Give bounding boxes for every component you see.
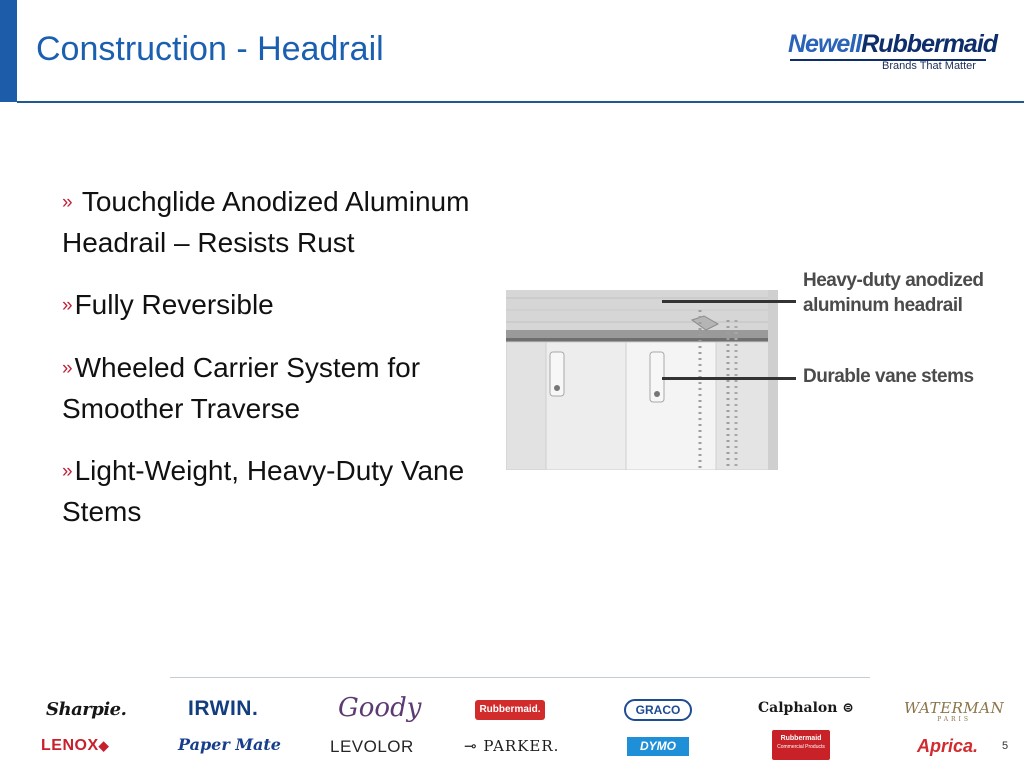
slide-title: Construction - Headrail bbox=[36, 30, 384, 68]
brand-logo-goody: Goody bbox=[338, 693, 422, 723]
logo-tagline: Brands That Matter bbox=[882, 60, 976, 72]
bullet-marker: » bbox=[62, 461, 73, 482]
bullet-list bbox=[62, 182, 482, 554]
footer-divider bbox=[170, 677, 870, 678]
callout-label-headrail: Heavy-duty anodized aluminum headrail bbox=[803, 270, 984, 316]
brand-logo-papermate: Paper Mate bbox=[178, 735, 281, 754]
brand-logo-aprica: Aprica. bbox=[917, 736, 979, 756]
header-divider bbox=[17, 101, 1024, 103]
brand-logo-dymo: DYMO bbox=[627, 737, 689, 756]
brand-logo-irwin: IRWIN. bbox=[188, 697, 259, 720]
calphalon-emblem-icon: ⊜ bbox=[842, 700, 855, 716]
bullet-text: Fully Reversible bbox=[74, 289, 274, 320]
callout-line-vane-stems bbox=[662, 377, 796, 380]
lenox-emblem-icon: ◆ bbox=[98, 738, 110, 753]
bullet-item bbox=[62, 348, 482, 429]
brand-waterman-sub: PARIS bbox=[937, 716, 972, 723]
brand-logo-rubbermaid-commercial bbox=[772, 730, 830, 760]
logo-name-rubbermaid: Rubbermaid bbox=[861, 30, 998, 58]
brand-lenox-text: LENOX bbox=[41, 737, 99, 754]
brand-logo-levolor: LEVOLOR bbox=[330, 737, 414, 756]
bullet-text: Touchglide Anodized Aluminum Headrail – Resists Rust bbox=[62, 186, 470, 258]
bullet-item bbox=[62, 451, 482, 532]
bullet-item bbox=[62, 285, 482, 326]
bullet-text: Wheeled Carrier System for Smoother Traverse bbox=[62, 352, 421, 424]
callout-label-vane-stems: Durable vane stems bbox=[803, 366, 974, 387]
brand-logo-sharpie: Sharpie. bbox=[46, 699, 127, 720]
bullet-marker: » bbox=[62, 358, 73, 379]
brand-rubbermaid-cp-text: Rubbermaid bbox=[780, 735, 822, 742]
headrail-photo bbox=[506, 290, 778, 470]
callout-line-headrail bbox=[662, 300, 796, 303]
brand-calphalon-text: Calphalon bbox=[758, 700, 838, 716]
brand-logo-rubbermaid: Rubbermaid. bbox=[475, 700, 545, 720]
brand-logo-waterman bbox=[904, 699, 1004, 723]
title-accent-bar bbox=[0, 0, 17, 102]
newell-rubbermaid-logo bbox=[784, 30, 998, 74]
page-number: 5 bbox=[1002, 740, 1009, 752]
parker-arrow-icon: ⊸ bbox=[464, 737, 478, 755]
bullet-marker: » bbox=[62, 192, 73, 213]
logo-wordmark bbox=[788, 30, 997, 59]
bullet-item bbox=[62, 182, 482, 263]
brand-rubbermaid-cp-sub: Commercial Products bbox=[777, 744, 825, 750]
bullet-text: Light-Weight, Heavy-Duty Vane Stems bbox=[62, 455, 465, 527]
brand-logo-calphalon bbox=[758, 700, 854, 716]
brand-logo-lenox bbox=[41, 737, 109, 755]
brand-logo-parker bbox=[464, 737, 559, 755]
bullet-marker: » bbox=[62, 295, 73, 316]
brand-parker-text: PARKER. bbox=[483, 737, 560, 755]
brand-waterman-text: WATERMAN bbox=[904, 699, 1005, 717]
brand-logo-graco: GRACO bbox=[624, 699, 692, 721]
logo-name-newell: Newell bbox=[788, 30, 862, 58]
